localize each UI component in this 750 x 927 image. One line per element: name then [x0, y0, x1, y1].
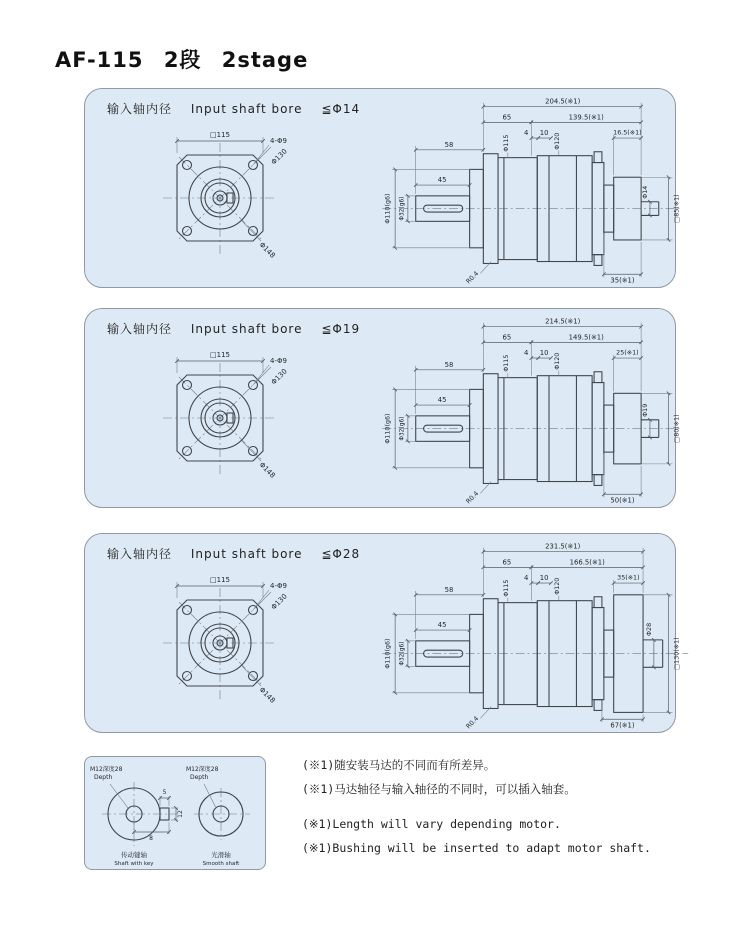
dim-gap2: 10: [539, 349, 549, 358]
side-view-drawing: [373, 91, 725, 287]
dim-bore-dia: Φ14: [641, 185, 649, 199]
dim-seg-right: 139.5(※1): [568, 113, 604, 122]
shaft-end-views: [86, 758, 264, 868]
depth-label: Depth: [190, 774, 209, 781]
dim-body1-dia: Φ115: [501, 354, 510, 372]
dim-motor-flange-square: □80(※1): [672, 414, 681, 443]
dim-bolt-circle-130: Φ130: [269, 367, 289, 387]
dim-square-115: □115: [210, 576, 230, 584]
dimension-lines: [134, 798, 176, 832]
dim-bore-dia: Φ28: [644, 622, 653, 636]
leader-lines: [177, 357, 271, 461]
dim-seg-left: 65: [502, 113, 512, 122]
side-view-drawing: [373, 536, 725, 732]
panel-bore-14: [84, 88, 681, 288]
dim-gap1: 4: [524, 129, 529, 138]
dim-motor-flange-square: □130(※1): [672, 637, 681, 670]
dim-holes-4xd9: 4-Φ9: [270, 357, 287, 365]
header-label-cn: 输入轴内径: [107, 102, 173, 116]
dim-face-length: 58: [444, 360, 454, 369]
dim-seg-right: 149.5(※1): [568, 333, 604, 342]
tap-label: M12深度28: [90, 766, 123, 773]
dim-pilot-dia: Φ110(g6): [383, 413, 392, 444]
dim-gap1: 4: [524, 574, 529, 583]
dim-bolt-circle-130: Φ130: [269, 147, 289, 167]
dim-shaft-dia: Φ32(g6): [399, 416, 406, 441]
dim-outer-148: Φ148: [257, 685, 277, 705]
dim-body1-dia: Φ115: [501, 579, 510, 597]
dim-shaft-length: 45: [437, 621, 447, 630]
caption-smooth-shaft-cn: 光滑轴: [211, 851, 231, 859]
dim-gap1: 4: [524, 349, 529, 358]
leader-lines: [177, 137, 271, 241]
dim-shaft-length: 45: [437, 176, 447, 185]
dim-shaft-dia: Φ32(g6): [399, 641, 406, 666]
dim-key-top: 5: [162, 789, 167, 796]
dim-face-length: 58: [444, 140, 454, 149]
dim-gap2: 10: [539, 129, 549, 138]
dim-pilot-dia: Φ110(g6): [383, 638, 392, 669]
dim-fillet-radius: R0.4: [464, 269, 481, 286]
dim-total-length: 214.5(※1): [545, 317, 581, 326]
dim-motor-flange-square: □85(※1): [672, 194, 681, 223]
caption-smooth-shaft-en: Smooth shaft: [202, 861, 240, 867]
dim-bore-dia: Φ19: [641, 403, 649, 417]
dim-key-bottom: 8: [149, 835, 153, 842]
header-bore-value: ≦Φ19: [321, 322, 361, 336]
shaft-detail-box: [84, 756, 266, 870]
panel-bore-19: [84, 308, 681, 508]
dim-bottom-length: 67(※1): [610, 721, 635, 730]
dim-adapter-length: 25(※1): [616, 348, 639, 357]
side-view-drawing: [373, 311, 725, 507]
dim-pilot-dia: Φ110(g6): [383, 193, 392, 224]
dim-square-115: □115: [210, 131, 230, 139]
dim-shaft-dia: Φ32(g6): [399, 196, 406, 221]
dim-seg-left: 65: [502, 333, 512, 342]
header-label-en: Input shaft bore: [190, 102, 303, 116]
dim-seg-right: 166.5(※1): [569, 558, 605, 567]
header-label-cn: 输入轴内径: [107, 547, 173, 561]
dim-face-length: 58: [444, 585, 454, 594]
front-view-drawing: [147, 560, 347, 732]
dim-shaft-length: 45: [437, 396, 447, 405]
header-label-en: Input shaft bore: [190, 547, 303, 561]
tap-label: M12深度28: [186, 766, 219, 773]
dim-gap2: 10: [539, 574, 549, 583]
dim-seg-left: 65: [502, 558, 512, 567]
header-label-en: Input shaft bore: [190, 322, 303, 336]
dim-fillet-radius: R0.4: [464, 489, 481, 506]
dim-holes-4xd9: 4-Φ9: [270, 582, 287, 590]
dim-body1-dia: Φ115: [501, 134, 510, 152]
dim-body2-dia: Φ120: [552, 352, 561, 370]
footnotes: [302, 757, 722, 855]
leader-lines: [177, 582, 271, 686]
caption-shaft-with-key-cn: 传动键轴: [121, 851, 147, 859]
dim-total-length: 231.5(※1): [545, 542, 581, 551]
front-view-drawing: [147, 335, 347, 507]
dim-body2-dia: Φ120: [552, 577, 561, 595]
dim-adapter-length: 16.5(※1): [613, 128, 642, 137]
dim-bottom-length: 50(※1): [610, 496, 635, 505]
dim-adapter-length: 35(※1): [617, 573, 640, 582]
dim-square-115: □115: [210, 351, 230, 359]
page-title: AF-115 2段 2stage: [55, 48, 309, 72]
note-cn-2: (※1)马达轴径与输入轴径的不同时，可以插入轴套。: [302, 782, 576, 796]
depth-label: Depth: [94, 774, 113, 781]
dim-holes-4xd9: 4-Φ9: [270, 137, 287, 145]
dim-bottom-length: 35(※1): [610, 276, 635, 285]
note-en-1: (※1)Length will vary depending motor.: [302, 817, 561, 831]
note-cn-1: (※1)随安装马达的不同而有所差异。: [302, 758, 496, 772]
header-label-cn: 输入轴内径: [107, 322, 173, 336]
dim-bolt-circle-130: Φ130: [269, 592, 289, 612]
dim-outer-148: Φ148: [257, 240, 277, 260]
dim-fillet-radius: R0.4: [464, 714, 481, 731]
header-bore-value: ≦Φ14: [321, 102, 361, 116]
header-bore-value: ≦Φ28: [321, 547, 361, 561]
dim-body2-dia: Φ120: [552, 132, 561, 150]
dim-key-side: 12: [177, 810, 184, 818]
note-en-2: (※1)Bushing will be inserted to adapt motor shaft.: [302, 841, 651, 855]
dim-outer-148: Φ148: [257, 460, 277, 480]
front-view-drawing: [147, 115, 347, 287]
panel-bore-28: [84, 533, 681, 733]
dim-total-length: 204.5(※1): [545, 97, 581, 106]
caption-shaft-with-key-en: Shaft with key: [114, 861, 154, 867]
